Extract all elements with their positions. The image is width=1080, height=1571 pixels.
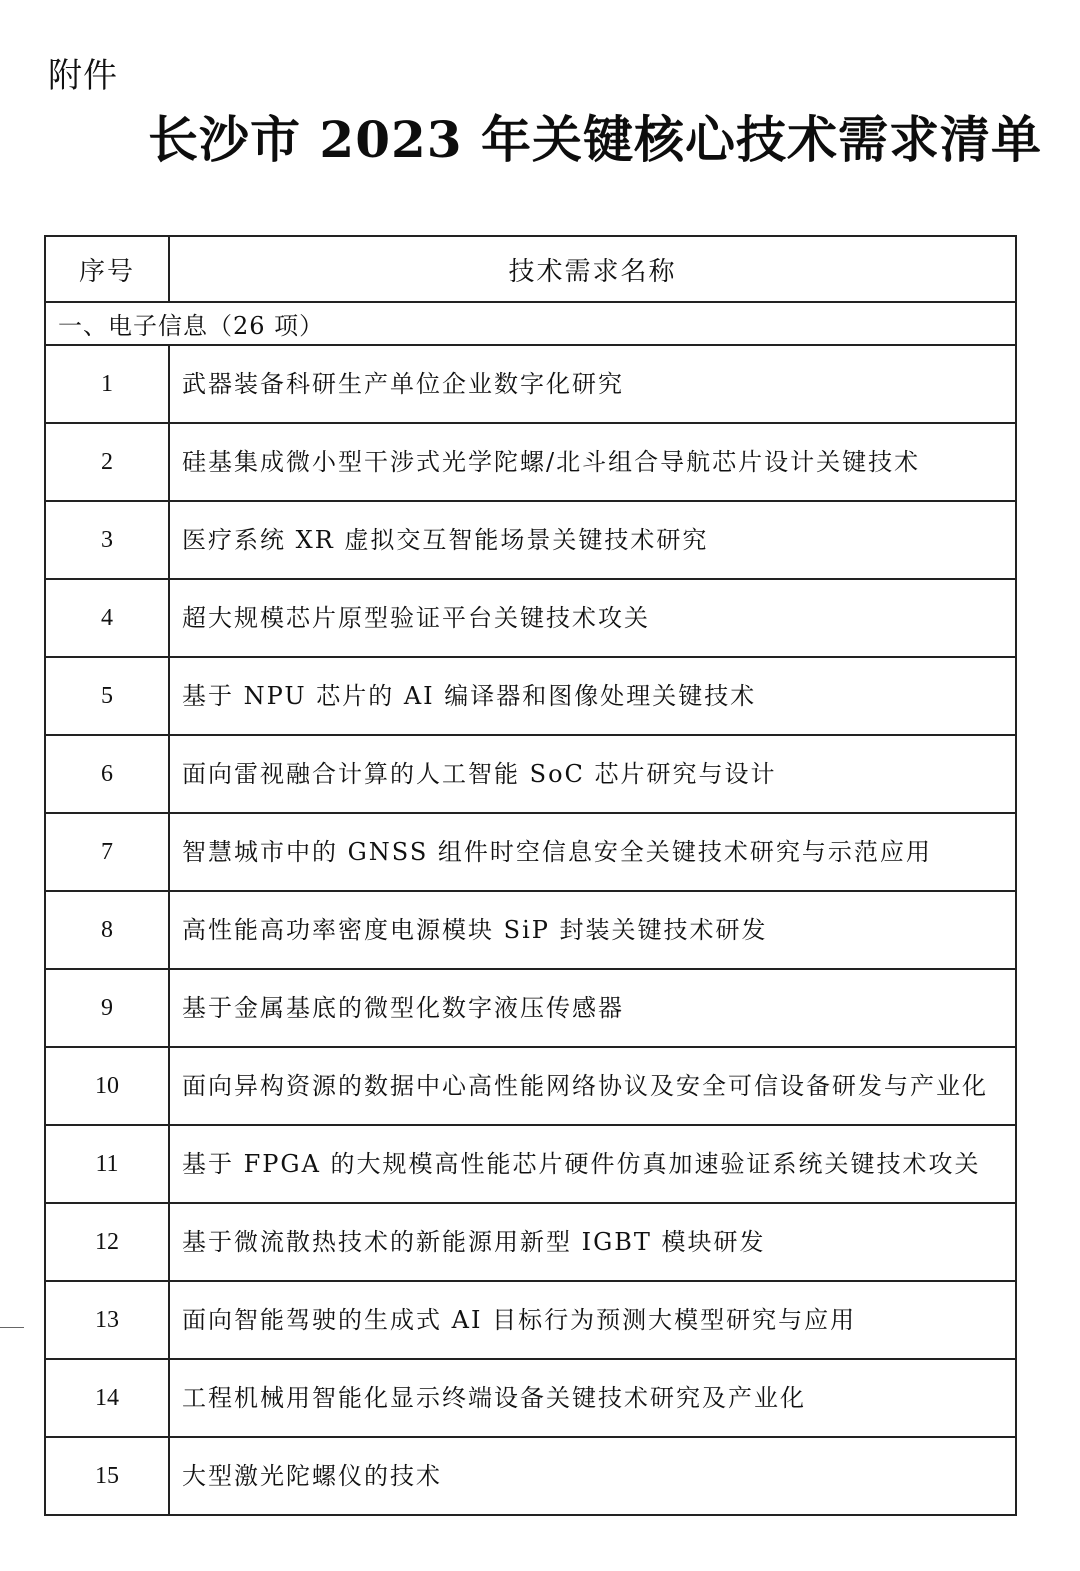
section-label: 一、电子信息（26 项）: [45, 302, 1016, 345]
row-requirement-name: 基于微流散热技术的新能源用新型 IGBT 模块研发: [169, 1203, 1016, 1281]
row-requirement-name: 医疗系统 XR 虚拟交互智能场景关键技术研究: [169, 501, 1016, 579]
row-number: 5: [45, 657, 169, 735]
row-requirement-name: 面向智能驾驶的生成式 AI 目标行为预测大模型研究与应用: [169, 1281, 1016, 1359]
table-row: [45, 1203, 1016, 1281]
row-number: 9: [45, 969, 169, 1047]
row-number: 1: [45, 345, 169, 423]
table-row: [45, 501, 1016, 579]
attachment-label: 附件: [48, 56, 118, 96]
table-row: [45, 1359, 1016, 1437]
row-requirement-name: 智慧城市中的 GNSS 组件时空信息安全关键技术研究与示范应用: [169, 813, 1016, 891]
row-number: 12: [45, 1203, 169, 1281]
table-row: [45, 1437, 1016, 1515]
table-row: [45, 579, 1016, 657]
table-row: [45, 657, 1016, 735]
row-requirement-name: 超大规模芯片原型验证平台关键技术攻关: [169, 579, 1016, 657]
row-number: 10: [45, 1047, 169, 1125]
row-requirement-name: 武器装备科研生产单位企业数字化研究: [169, 345, 1016, 423]
table-row: [45, 1281, 1016, 1359]
row-number: 15: [45, 1437, 169, 1515]
row-number: 6: [45, 735, 169, 813]
row-requirement-name: 基于 NPU 芯片的 AI 编译器和图像处理关键技术: [169, 657, 1016, 735]
row-requirement-name: 高性能高功率密度电源模块 SiP 封装关键技术研发: [169, 891, 1016, 969]
row-number: 14: [45, 1359, 169, 1437]
table-row: [45, 423, 1016, 501]
row-number: 2: [45, 423, 169, 501]
header-requirement-name: 技术需求名称: [169, 236, 1016, 302]
table-row: [45, 813, 1016, 891]
row-number: 13: [45, 1281, 169, 1359]
row-requirement-name: 基于 FPGA 的大规模高性能芯片硬件仿真加速验证系统关键技术攻关: [169, 1125, 1016, 1203]
table-header-row: [45, 236, 1016, 302]
row-requirement-name: 面向雷视融合计算的人工智能 SoC 芯片研究与设计: [169, 735, 1016, 813]
row-requirement-name: 大型激光陀螺仪的技术: [169, 1437, 1016, 1515]
requirements-table: [44, 235, 1017, 1516]
row-number: 4: [45, 579, 169, 657]
table-row: [45, 1125, 1016, 1203]
row-requirement-name: 面向异构资源的数据中心高性能网络协议及安全可信设备研发与产业化: [169, 1047, 1016, 1125]
table-row: [45, 969, 1016, 1047]
margin-scan-mark: [0, 1327, 24, 1328]
row-requirement-name: 硅基集成微小型干涉式光学陀螺/北斗组合导航芯片设计关键技术: [169, 423, 1016, 501]
row-number: 11: [45, 1125, 169, 1203]
table-row: [45, 345, 1016, 423]
header-serial-number: 序号: [45, 236, 169, 302]
table-row: [45, 1047, 1016, 1125]
table-row: [45, 891, 1016, 969]
table-row: [45, 735, 1016, 813]
row-requirement-name: 工程机械用智能化显示终端设备关键技术研究及产业化: [169, 1359, 1016, 1437]
row-number: 3: [45, 501, 169, 579]
document-title: 长沙市 2023 年关键核心技术需求清单: [148, 110, 1042, 169]
row-number: 8: [45, 891, 169, 969]
row-number: 7: [45, 813, 169, 891]
row-requirement-name: 基于金属基底的微型化数字液压传感器: [169, 969, 1016, 1047]
section-row-electronic-info: [45, 302, 1016, 345]
